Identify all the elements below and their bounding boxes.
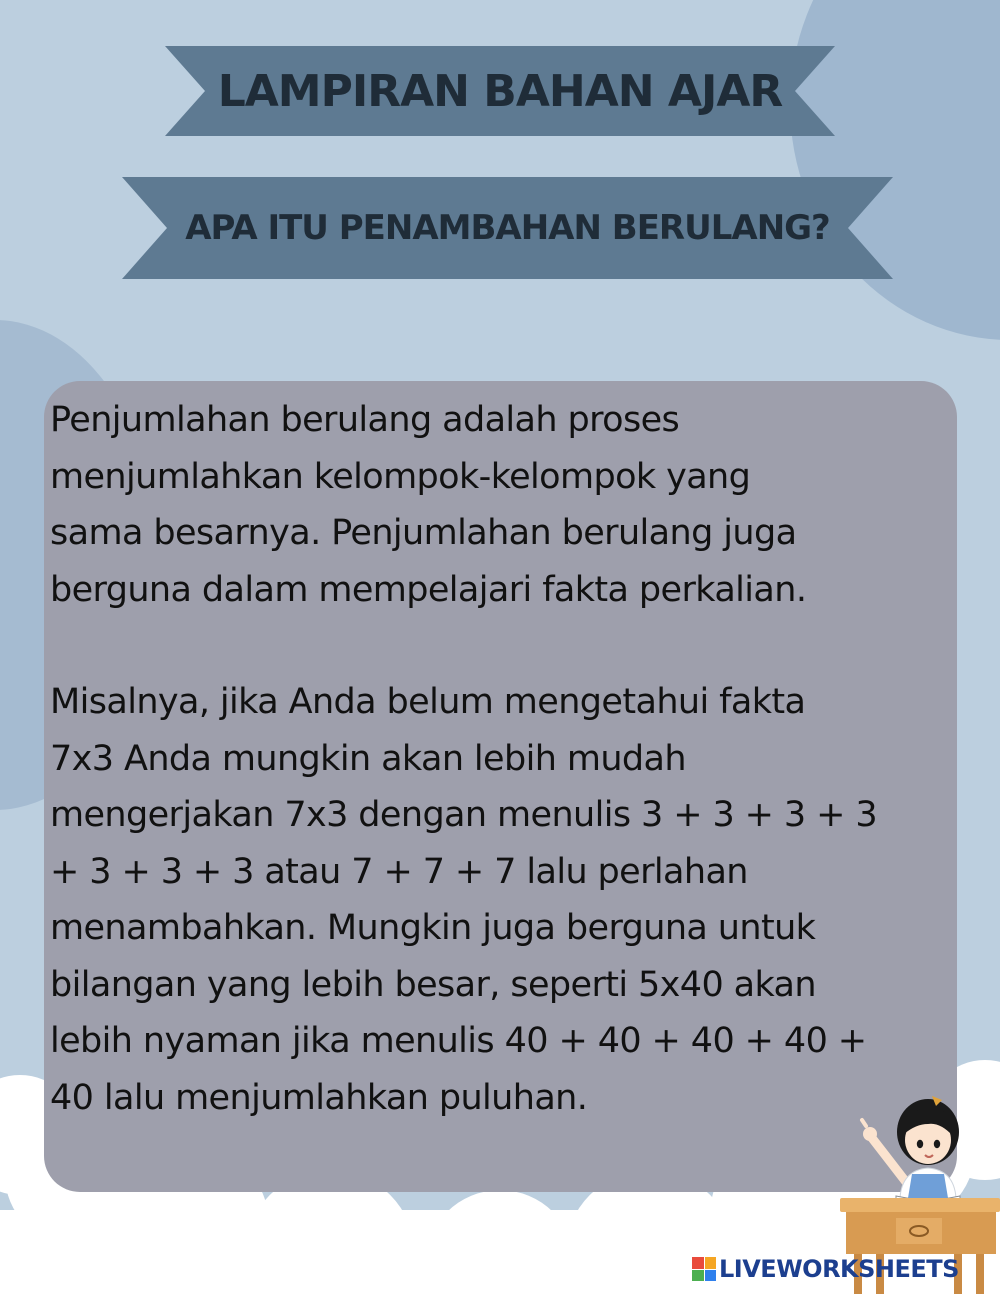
text-line: menjumlahkan kelompok-kelompok yang	[50, 456, 751, 497]
title-banner	[165, 46, 835, 136]
paragraph-definition	[50, 392, 970, 618]
page-title: LAMPIRAN BAHAN AJAR	[217, 65, 783, 117]
subtitle-banner	[122, 177, 893, 279]
text-line: + 3 + 3 + 3 atau 7 + 7 + 7 lalu perlahan	[50, 851, 748, 892]
text-line: menambahkan. Mungkin juga berguna untuk	[50, 908, 816, 948]
text-line: lebih nyaman jika menulis 40 + 40 + 40 + 40 +	[50, 1021, 867, 1061]
text-line: Penjumlahan berulang adalah proses	[50, 400, 680, 440]
liveworksheets-logo-icon	[692, 1257, 716, 1281]
watermark-text: LIVEWORKSHEETS	[719, 1255, 959, 1283]
text-line: mengerjakan 7x3 dengan menulis 3 + 3 + 3 + 3	[50, 795, 878, 835]
text-line: Misalnya, jika Anda belum mengetahui fakta	[50, 682, 806, 722]
text-line: bilangan yang lebih besar, seperti 5x40 akan	[50, 964, 816, 1005]
page-subtitle: APA ITU PENAMBAHAN BERULANG?	[185, 208, 830, 248]
text-line: sama besarnya. Penjumlahan berulang juga	[50, 513, 797, 553]
text-line: 40 lalu menjumlahkan puluhan.	[50, 1077, 588, 1118]
paragraph-example	[50, 674, 970, 1126]
text-line: berguna dalam mempelajari fakta perkalian.	[50, 569, 807, 610]
text-line: 7x3 Anda mungkin akan lebih mudah	[50, 738, 686, 779]
liveworksheets-watermark	[692, 1252, 959, 1286]
